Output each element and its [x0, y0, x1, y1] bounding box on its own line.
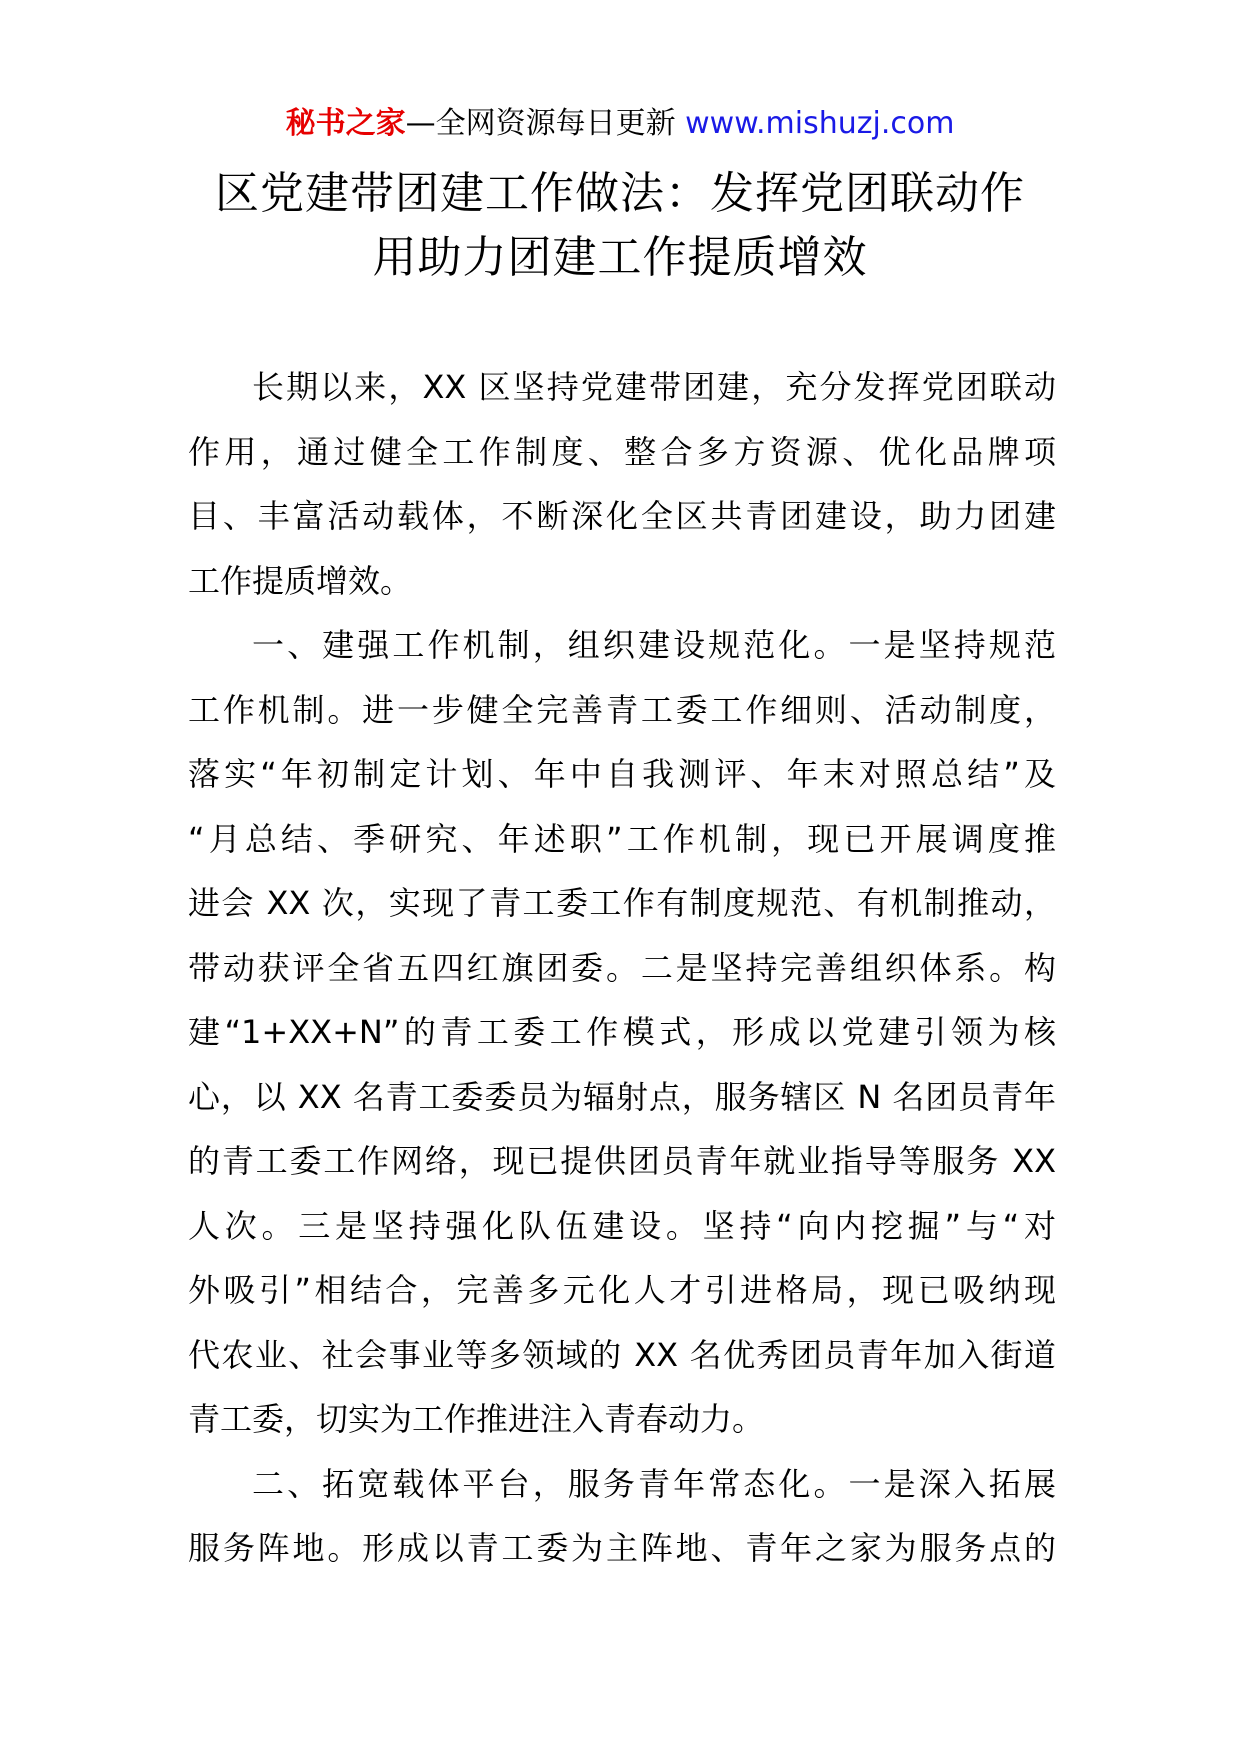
- paragraph-2-line: 心，以 XX 名青工委委员为辐射点，服务辖区 N 名团员青年: [188, 1077, 1056, 1116]
- paragraph-2-line: 代农业、社会事业等多领域的 XX 名优秀团员青年加入街道: [188, 1335, 1056, 1374]
- site-url-link[interactable]: www.mishuzj.com: [685, 106, 955, 141]
- paragraph-2-line: 青工委，切实为工作推进注入青春动力。: [188, 1400, 765, 1438]
- paragraph-2-line: 落实“年初制定计划、年中自我测评、年末对照总结”及: [188, 755, 1056, 793]
- paragraph-2-line: 工作机制。进一步健全完善青工委工作细则、活动制度，: [188, 690, 1056, 729]
- site-brand: 秘书之家: [285, 106, 406, 141]
- title-line-2: 用助力团建工作提质增效: [372, 232, 868, 283]
- document-body: [188, 355, 1056, 1581]
- site-header: [0, 104, 1240, 144]
- paragraph-2-line: 外吸引”相结合，完善多元化人才引进格局，现已吸纳现: [188, 1271, 1056, 1309]
- paragraph-2-line: 一、建强工作机制，组织建设规范化。一是坚持规范: [252, 626, 1056, 664]
- paragraph-2-line: 人次。三是坚持强化队伍建设。坚持“向内挖掘”与“对: [188, 1206, 1056, 1245]
- paragraph-2-line: 的青工委工作网络，现已提供团员青年就业指导等服务 XX: [188, 1142, 1056, 1180]
- paragraph-2-line: “月总结、季研究、年述职”工作机制，现已开展调度推: [188, 819, 1056, 858]
- paragraph-3-line: 二、拓宽载体平台，服务青年常态化。一是深入拓展: [252, 1464, 1056, 1503]
- paragraph-2-line: 建“1+XX+N”的青工委工作模式，形成以党建引领为核: [188, 1013, 1056, 1051]
- site-slogan: —全网资源每日更新: [405, 106, 686, 141]
- paragraph-1-line: 目、丰富活动载体，不断深化全区共青团建设，助力团建: [188, 497, 1056, 535]
- paragraph-2-line: 进会 XX 次，实现了青工委工作有制度规范、有机制推动，: [188, 884, 1056, 922]
- paragraph-1-line: 作用，通过健全工作制度、整合多方资源、优化品牌项: [188, 432, 1056, 471]
- title-line-1: 区党建带团建工作做法：发挥党团联动作: [215, 168, 1025, 219]
- paragraph-1-line: 长期以来，XX 区坚持党建带团建，充分发挥党团联动: [252, 368, 1056, 406]
- paragraph-1-line: 工作提质增效。: [188, 561, 413, 600]
- paragraph-2-line: 带动获评全省五四红旗团委。二是坚持完善组织体系。构: [188, 948, 1056, 987]
- paragraph-3-line: 服务阵地。形成以青工委为主阵地、青年之家为服务点的: [188, 1529, 1056, 1567]
- document-title: [150, 162, 1090, 290]
